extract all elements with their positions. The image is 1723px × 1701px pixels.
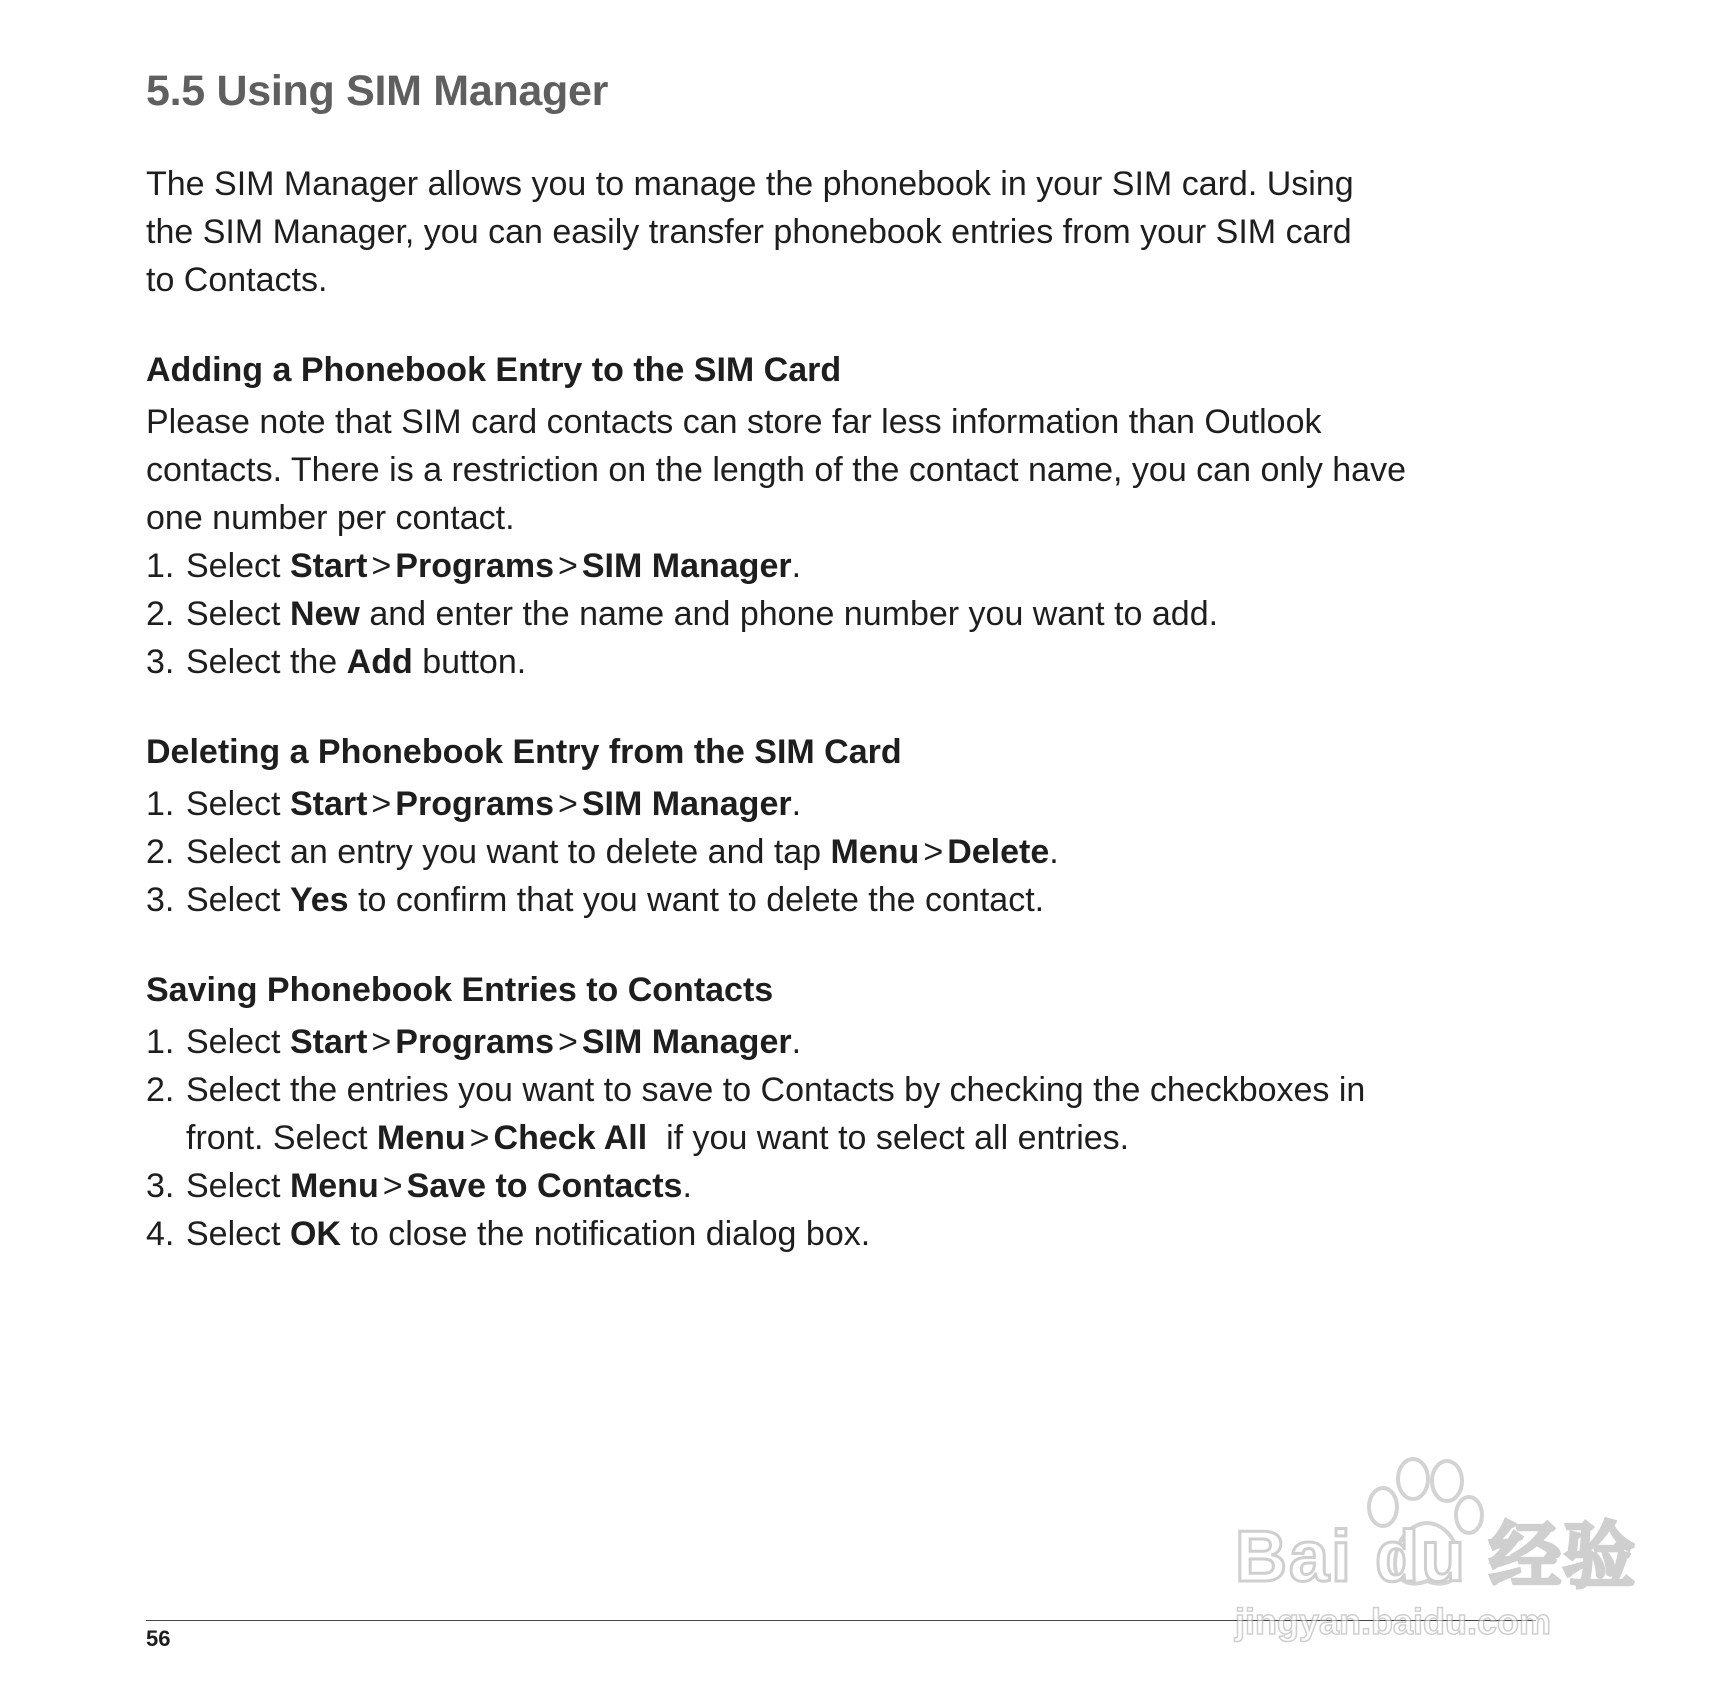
deleting-steps: [146, 780, 1566, 924]
manual-page: [146, 60, 1566, 1258]
step-text: Select the: [186, 643, 347, 681]
step-text: Select: [186, 1023, 290, 1061]
section-heading-saving: Saving Phonebook Entries to Contacts: [146, 971, 774, 1009]
step-item: [146, 876, 1566, 924]
ui-term-programs: Programs: [395, 1023, 555, 1061]
page-title: 5.5 Using SIM Manager: [146, 67, 609, 115]
intro-line: to Contacts.: [146, 261, 328, 299]
ui-term-add: Add: [346, 643, 413, 681]
step-item: [146, 542, 1566, 590]
intro-paragraph: [146, 160, 1566, 304]
step-item: [146, 590, 1566, 638]
step-number: 4.: [146, 1215, 175, 1253]
step-text: Select: [186, 1167, 290, 1205]
ui-term-start: Start: [289, 785, 368, 823]
step-number: 3.: [146, 1167, 175, 1205]
ui-term-new: New: [289, 595, 360, 633]
step-text: .: [791, 1023, 802, 1061]
ui-term-programs: Programs: [395, 547, 555, 585]
watermark-url: jingyan.baidu.com: [1235, 1601, 1552, 1642]
adding-steps: [146, 542, 1566, 686]
step-item: [146, 780, 1566, 828]
step-item: [146, 828, 1566, 876]
ui-term-check-all: Check All: [493, 1119, 648, 1157]
ui-term-ok: OK: [289, 1215, 341, 1253]
step-text: Select: [186, 785, 290, 823]
ui-term-start: Start: [289, 547, 368, 585]
step-item: [146, 638, 1566, 686]
note-line: Please note that SIM card contacts can store far less information than Outlook: [146, 403, 1322, 441]
ui-term-menu: Menu: [830, 833, 920, 871]
step-text: to confirm that you want to delete the contact.: [348, 881, 1045, 919]
path-separator: >: [923, 833, 944, 871]
step-item: [146, 1162, 1566, 1210]
step-number: 2.: [146, 595, 175, 633]
ui-term-yes: Yes: [289, 881, 349, 919]
step-item: [146, 1210, 1566, 1258]
step-text: Select the entries you want to save to Contacts by checking the checkboxes in: [186, 1071, 1366, 1109]
baidu-watermark: [1225, 1455, 1645, 1655]
step-number: 1.: [146, 1023, 175, 1061]
step-number: 2.: [146, 1071, 175, 1109]
step-text: if you want to select all entries.: [647, 1119, 1130, 1157]
ui-term-delete: Delete: [947, 833, 1050, 871]
note-line: contacts. There is a restriction on the length of the contact name, you can only have: [146, 451, 1406, 489]
ui-term-save-to-contacts: Save to Contacts: [406, 1167, 683, 1205]
path-separator: >: [558, 1023, 578, 1061]
intro-line: The SIM Manager allows you to manage the phonebook in your SIM card. Using: [146, 165, 1354, 203]
page-number: 56: [146, 1626, 171, 1651]
step-text: Select: [186, 595, 290, 633]
step-text: Select: [186, 1215, 290, 1253]
step-text: to close the notification dialog box.: [340, 1215, 871, 1253]
ui-term-sim-manager: SIM Manager: [581, 785, 792, 823]
step-item: [146, 1018, 1566, 1066]
section-heading-adding: Adding a Phonebook Entry to the SIM Card: [146, 351, 842, 389]
step-continuation: [186, 1114, 1566, 1162]
path-separator: >: [371, 547, 392, 585]
ui-term-sim-manager: SIM Manager: [581, 1023, 792, 1061]
section-heading-deleting: Deleting a Phonebook Entry from the SIM Card: [146, 733, 902, 771]
path-separator: >: [558, 785, 578, 823]
ui-term-menu: Menu: [376, 1119, 466, 1157]
path-separator: >: [469, 1119, 490, 1157]
step-text: .: [791, 547, 802, 585]
path-separator: >: [371, 1023, 392, 1061]
watermark-brand: Bai du 经验: [1235, 1517, 1638, 1597]
step-number: 2.: [146, 833, 175, 871]
note-line: one number per contact.: [146, 499, 515, 537]
step-number: 3.: [146, 881, 175, 919]
ui-term-sim-manager: SIM Manager: [581, 547, 792, 585]
step-text: and enter the name and phone number you want to add.: [359, 595, 1219, 633]
path-separator: >: [558, 547, 578, 585]
step-text: front. Select: [186, 1119, 377, 1157]
path-separator: >: [382, 1167, 403, 1205]
step-text: .: [791, 785, 802, 823]
step-text: Select an entry you want to delete and tap: [186, 833, 831, 871]
step-text: button.: [412, 643, 527, 681]
adding-note: [146, 398, 1566, 542]
step-text: Select: [186, 881, 290, 919]
step-text: .: [1049, 833, 1059, 871]
intro-line: the SIM Manager, you can easily transfer phonebook entries from your SIM card: [146, 213, 1352, 251]
step-item: [146, 1066, 1566, 1162]
saving-steps: [146, 1018, 1566, 1258]
step-text: .: [682, 1167, 692, 1205]
ui-term-start: Start: [289, 1023, 368, 1061]
step-number: 1.: [146, 547, 175, 585]
ui-term-programs: Programs: [395, 785, 555, 823]
step-number: 1.: [146, 785, 175, 823]
path-separator: >: [371, 785, 392, 823]
step-number: 3.: [146, 643, 175, 681]
ui-term-menu: Menu: [289, 1167, 379, 1205]
step-text: Select: [186, 547, 290, 585]
